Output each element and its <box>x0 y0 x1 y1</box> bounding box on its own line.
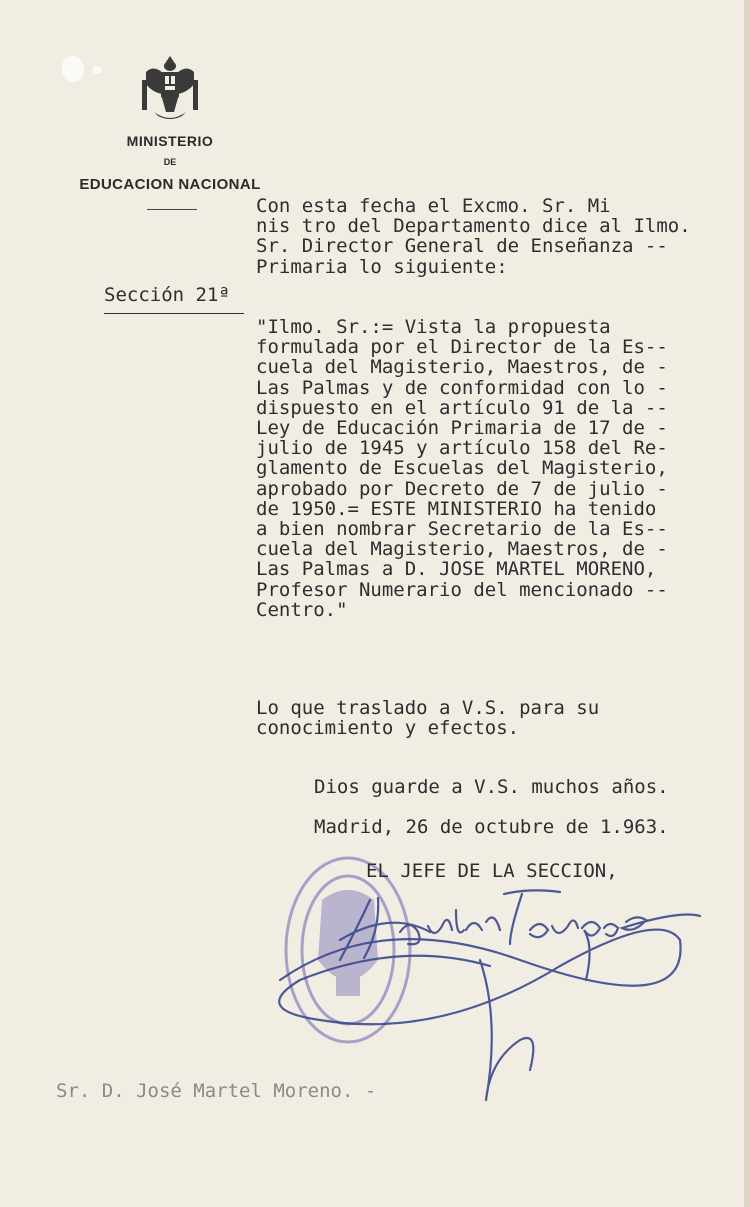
body-paragraph-2: "Ilmo. Sr.:= Vista la propuesta formulada por el Director de la Es-- cuela del Magisterio, Maestros, de - Las Palmas y de conformidad con lo - dispuesto en el artículo 91 de la -- Ley de Educación Primaria de 17 de - julio de 1945 y artículo 158 del Re- glamento de Escuelas del Magisterio, aprobado por Decreto de 7 de julio - de 1950.= ESTE MINISTERIO ha tenido a bien nombrar Secretario de la Es-- cuela del Magisterio, Maestros, de - Las Palmas a D. JOSE MARTEL MORENO, Profesor Numerario del mencionado -- Centro." <box>256 316 668 621</box>
paper-stain <box>62 56 84 82</box>
header-divider <box>147 209 197 210</box>
ministry-title-line1: MINISTERIO <box>126 133 214 149</box>
coat-of-arms-icon <box>140 54 200 124</box>
addressee-line: Sr. D. José Martel Moreno. - <box>56 1080 377 1102</box>
body-paragraph-3: Lo que traslado a V.S. para su conocimiento y efectos. <box>256 697 600 740</box>
place-date: Madrid, 26 de octubre de 1.963. <box>314 816 669 838</box>
signer-title: EL JEFE DE LA SECCION, <box>366 860 618 882</box>
section-underline <box>104 313 244 314</box>
ministry-title-line2: DE <box>163 157 177 167</box>
section-label: Sección 21ª <box>104 284 230 306</box>
page-edge <box>744 0 750 1207</box>
paper-stain-small <box>92 66 102 74</box>
ministry-title-line3: EDUCACION NACIONAL <box>79 176 261 193</box>
body-paragraph-1: Con esta fecha el Excmo. Sr. Mi nis tro del Departamento dice al Ilmo. Sr. Director General de Enseñanza -- Primaria lo siguiente: <box>256 195 691 278</box>
closing-blessing: Dios guarde a V.S. muchos años. <box>314 776 669 798</box>
